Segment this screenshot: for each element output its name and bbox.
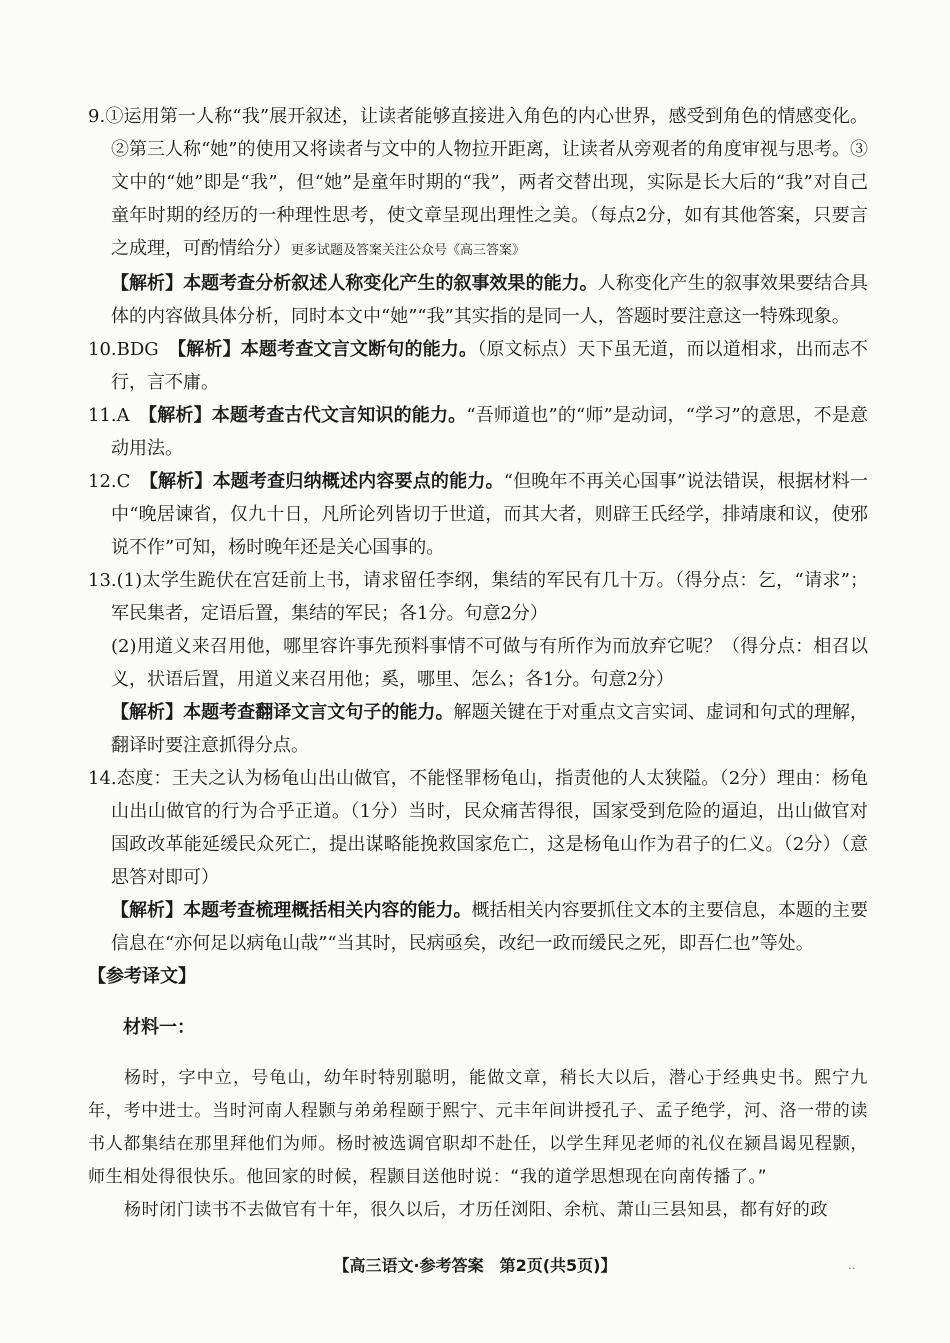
q9-text: ①运用第一人称“我”展开叙述，让读者能够直接进入角色的内心世界，感受到角色的情感变化。②第三人称“她”的使用又将读者与文中的人物拉开距离，让读者从旁观者的角度审视与思考。③文中的“她”即是“我”，但“她”是童年时期的“我”，两者交替出现，实际是长大后的“我”对自己童年时期的经历的一种理性思考，使文章呈现出理性之美。（每点2分，如有其他答案，只要言之成理，可酌情给分） <box>105 106 868 259</box>
translation-heading: 【参考译文】 <box>88 966 196 987</box>
q12-analysis-bold: 本题考查归纳概述内容要点的能力。 <box>212 471 504 492</box>
q10-analysis-label: 【解析】 <box>177 339 241 360</box>
footer-mark: .. <box>848 1258 856 1272</box>
q14-number: 14. <box>88 768 117 789</box>
q10-analysis-bold: 本题考查文言文断句的能力。 <box>240 339 478 360</box>
q14-analysis <box>88 894 868 960</box>
q12-number: 12. <box>88 471 117 492</box>
q11-analysis-text: “吾师道也”的“师”是动词，“学习”的意思，不是意动用法。 <box>111 405 869 459</box>
material-one-label: 材料一： <box>123 1017 195 1038</box>
q11-number: 11. <box>88 405 117 426</box>
q14-text: 态度：王夫之认为杨龟山出山做官，不能怪罪杨龟山，指责他的人太狭隘。（2分）理由：杨龟山出山做官的行为合乎正道。（1分）当时，民众痛苦得很，国家受到危险的逼迫，出山做官对国政改革能延缓民众死亡，提出谋略能挽救国家危亡，这是杨龟山作为君子的仁义。（2分）（意思答对即可） <box>111 768 868 888</box>
q11-analysis-bold: 本题考查古代文言知识的能力。 <box>211 405 467 426</box>
q13-analysis <box>88 696 868 762</box>
translation-paragraph-2: 杨时闭门读书不去做官有十年，很久以后，才历任浏阳、余杭、萧山三县知县，都有好的政 <box>124 1200 828 1220</box>
q13-analysis-text: 解题关键在于对重点文言实词、虚词和句式的理解，翻译时要注意抓得分点。 <box>111 702 869 756</box>
q12-answer <box>88 465 868 564</box>
q13-part1 <box>88 564 868 630</box>
q10-choice: BDG <box>116 339 159 360</box>
q13-part2 <box>88 630 868 696</box>
q9-analysis <box>88 267 868 333</box>
q13-part1-text: (1)太学生跪伏在宫廷前上书，请求留任李纲，集结的军民有几十万。（得分点：乞，“请求”；军民集者，定语后置，集结的军民；各1分。句意2分） <box>111 570 868 624</box>
q9-note: 更多试题及答案关注公众号《高三答案》 <box>291 243 526 258</box>
q9-answer <box>88 100 868 267</box>
answer-content <box>88 100 868 1227</box>
q13-analysis-label: 【解析】 <box>111 702 184 723</box>
q13-analysis-bold: 本题考查翻译文言文句子的能力。 <box>183 702 454 723</box>
q12-analysis-label: 【解析】 <box>148 471 213 492</box>
q14-answer <box>88 762 868 894</box>
q10-number: 10. <box>88 339 117 360</box>
q10-analysis-text: （原文标点）天下虽无道，而以道相求，出而志不行，言不庸。 <box>111 339 869 393</box>
q12-choice: C <box>116 471 131 492</box>
q14-analysis-bold: 本题考查梳理概括相关内容的能力。 <box>183 900 472 921</box>
q10-answer <box>88 333 868 399</box>
q9-analysis-bold: 本题考查分析叙述人称变化产生的叙事效果的能力。 <box>183 273 598 294</box>
q9-analysis-text: 人称变化产生的叙事效果要结合具体的内容做具体分析，同时本文中“她”“我”其实指的是同一人，答题时要注意这一特殊现象。 <box>111 273 869 327</box>
page-footer: 【高三语文·参考答案 第2页(共5页)】 <box>333 1256 617 1275</box>
q12-analysis-text: “但晚年不再关心国事”说法错误，根据材料一中“晚居谏省，仅九十日，凡所论列皆切于世道，而其大者，则辟王氏经学，排靖康和议，使邪说不作”可知，杨时晚年还是关心国事的。 <box>111 471 869 558</box>
q9-analysis-label: 【解析】 <box>111 273 184 294</box>
translation-paragraph-1: 杨时，字中立，号龟山，幼年时特别聪明，能做文章，稍长大以后，潜心于经典史书。熙宁九年，考中进士。当时河南人程颢与弟弟程颐于熙宁、元丰年间讲授孔子、孟子绝学，河、洛一带的读书人都集结在那里拜他们为师。杨时被选调官职却不赴任，以学生拜见老师的礼仪在颍昌谒见程颢，师生相处得很快乐。他回家的时候，程颢目送他时说：“我的道学思想现在向南传播了。” <box>88 1068 868 1187</box>
q13-number: 13. <box>88 570 117 591</box>
q11-answer <box>88 399 868 465</box>
q9-number: 9. <box>88 106 106 127</box>
q11-choice: A <box>116 405 130 426</box>
q14-analysis-text: 概括相关内容要抓住文本的主要信息，本题的主要信息在“亦何足以病龟山哉”“当其时，民病亟矣，改纪一政而缓民之死，即吾仁也”等处。 <box>111 900 869 954</box>
q13-part2-text: (2)用道义来召用他，哪里容许事先预料事情不可做与有所作为而放弃它呢？（得分点：相召以义，状语后置，用道义来召用他；奚，哪里、怎么；各1分。句意2分） <box>111 636 868 690</box>
q14-analysis-label: 【解析】 <box>111 900 184 921</box>
q11-analysis-label: 【解析】 <box>148 405 212 426</box>
